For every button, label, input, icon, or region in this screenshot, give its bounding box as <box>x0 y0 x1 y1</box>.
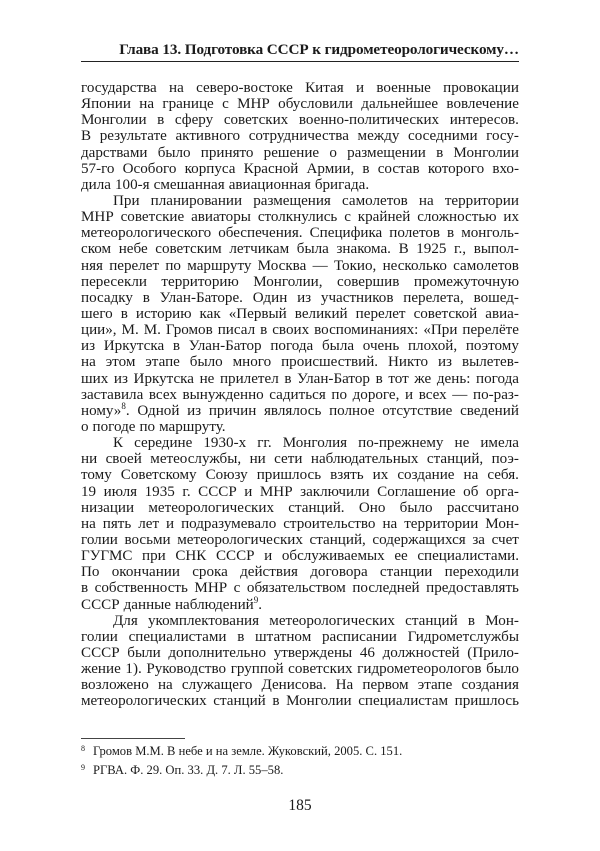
text-line: метеорологических станций в Монголии специалистам пришлось <box>81 693 519 710</box>
footnote-marker[interactable]: 8 <box>121 400 126 411</box>
text-line: Японии на границе с МНР обусловили дальнейшее вовлечение <box>81 96 519 113</box>
footnote-9 <box>81 760 519 779</box>
text-line: При планировании размещения самолетов на территории <box>113 192 519 209</box>
text-line: К середине 1930-х гг. Монголия по-прежнему не имела <box>113 435 519 452</box>
text-line: Монголии в сферу советских военно-политических интересов. <box>81 112 519 129</box>
paragraph <box>81 435 519 613</box>
footnote-marker[interactable]: 9 <box>253 594 259 605</box>
page-number: 185 <box>288 797 312 814</box>
footnotes <box>81 741 519 778</box>
footnote-rule <box>81 738 185 739</box>
paragraph <box>81 80 519 193</box>
text-line: 19 июля 1935 г. СССР и МНР заключили Соглашение об орга- <box>81 483 519 500</box>
paragraph <box>81 193 519 435</box>
text-line: ному»$^8$. Одной из причин являлось полное отсутствие сведений <box>81 400 519 419</box>
text-line: голии восьми метеорологических станций, содержащихся за счет <box>81 531 519 548</box>
text-line: возложено на служащего Денисова. На первом этапе создания <box>81 677 519 694</box>
text-line: метеорологического обеспечения. Специфика полетов в монголь- <box>81 225 519 242</box>
footnote-8 <box>81 741 519 760</box>
text-line: голии специалистами в штатном расписании Гидрометслужбы <box>81 628 519 645</box>
text-line: 57-го Особого корпуса Красной Армии, в состав которого вхо- <box>81 160 519 177</box>
text-line: жение 1). Руководство группой советских гидрометеорологов было <box>81 661 519 678</box>
text-line: в собственность МНР с обязательством последней предоставлять <box>81 580 519 597</box>
text-line: посадку в Улан-Баторе. Один из участников перелета, вошед- <box>81 289 519 306</box>
text-line: МНР советские авиаторы столкнулись с крайней сложностью их <box>81 209 519 226</box>
text-line: государства на северо-востоке Китая и военные провокации <box>81 80 519 96</box>
text-line: В результате активного сотрудничества между соседними госу- <box>81 128 519 145</box>
text-line: ции», М. М. Громов писал в своих воспоминаниях: «При перелёте <box>81 322 519 339</box>
text-line: дарствами было принято решение о размещении в Монголии <box>81 144 519 161</box>
text-line: на этом этапе было много происшествий. Никто из вылетев- <box>81 354 519 371</box>
footnote-number: 8 <box>81 744 85 753</box>
text-line: СССР были дополнительно утверждены 46 должностей (Прило- <box>81 644 519 661</box>
text-line: на пять лет и подразумевало строительство на территории Мон- <box>81 515 519 532</box>
text-line: шего в историю как «Первый великий перелет советской авиа- <box>81 305 519 322</box>
text-line: дила 100-я смешанная авиационная бригада. <box>81 176 370 193</box>
paragraph <box>81 613 519 710</box>
body-text <box>81 80 519 709</box>
text-line: тому Советскому Союзу пришлось взять их создание на себя. <box>81 467 519 484</box>
text-line: пересекли территорию Монголии, совершив промежуточную <box>81 273 519 290</box>
text-line: из Иркутска в Улан-Батор погода была очень плохой, поэтому <box>81 338 519 355</box>
footnote-number: 9 <box>81 762 85 772</box>
text-line: ни своей метеослужбы, ни сети наблюдательных станций, поэ- <box>81 451 519 468</box>
text-line: низации метеорологических станций. Оно было рассчитано <box>81 499 519 516</box>
footnote-text: Громов М.М. В небе и на земле. Жуковский, 2005. С. 151. <box>93 744 403 758</box>
text-line: о погоде по маршруту. <box>81 418 226 435</box>
running-head: Глава 13. Подготовка СССР к гидрометеорологическому… <box>119 41 519 58</box>
text-line: Для укомплектования метеорологических станций в Мон- <box>113 612 519 629</box>
text-line: СССР данные наблюдений$^9$. <box>81 594 262 613</box>
text-line: По окончании срока действия договора станции переходили <box>81 564 519 581</box>
text-line: няя перелет по маршруту Москва — Токио, несколько самолетов <box>81 257 519 274</box>
text-line: ших из Иркутска не прилетел в Улан-Батор в тот же день: погода <box>81 370 519 387</box>
text-line: ГУГМС при СНК СССР и обслуживаемых ее специалистами. <box>81 548 519 565</box>
text-line: заставила всех вынужденно садиться по дороге, и всех — по-раз- <box>81 386 519 403</box>
text-line: ском небе советским летчикам была знакома. В 1925 г., выпол- <box>81 241 519 258</box>
footnote-text: РГВА. Ф. 29. Оп. 33. Д. 7. Л. 55–58. <box>93 762 284 777</box>
header-rule <box>81 61 519 62</box>
